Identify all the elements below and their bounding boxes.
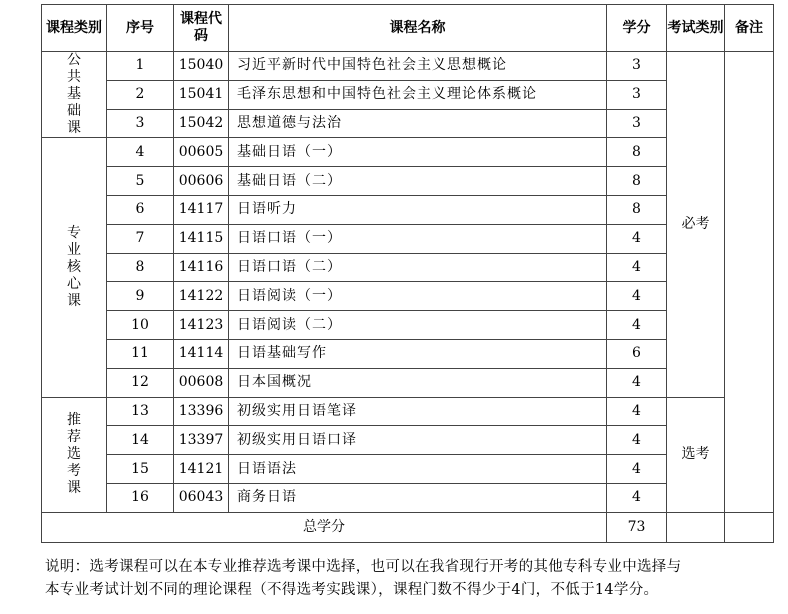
code-cell: 13396: [174, 397, 229, 426]
remark-cell: [725, 52, 774, 513]
seq-cell: 13: [107, 397, 174, 426]
code-cell: 14123: [174, 311, 229, 340]
header-credits: 学分: [607, 5, 667, 52]
course-name-cell: 日语阅读（二）: [229, 311, 607, 340]
seq-cell: 9: [107, 282, 174, 311]
table-row: [42, 109, 774, 138]
table-row: [42, 455, 774, 484]
credits-cell: 4: [607, 397, 667, 426]
credits-cell: 4: [607, 455, 667, 484]
code-cell: 15042: [174, 109, 229, 138]
seq-cell: 15: [107, 455, 174, 484]
credits-cell: 4: [607, 253, 667, 282]
header-name: 课程名称: [229, 5, 607, 52]
credits-cell: 4: [607, 282, 667, 311]
header-row: [42, 5, 774, 52]
table-row: [42, 397, 774, 426]
table-row: [42, 80, 774, 109]
header-exam-type: 考试类别: [667, 5, 725, 52]
code-cell: 14121: [174, 455, 229, 484]
code-cell: 00605: [174, 138, 229, 167]
credits-cell: 4: [607, 368, 667, 397]
course-name-cell: 日本国概况: [229, 368, 607, 397]
seq-cell: 16: [107, 483, 174, 512]
seq-cell: 4: [107, 138, 174, 167]
table-row: [42, 167, 774, 196]
note-line-2: 本专业考试计划不同的理论课程（不得选考实践课），课程门数不得少于4门，不低于14学分。: [45, 582, 659, 598]
header-remark: 备注: [725, 5, 774, 52]
table-row: [42, 426, 774, 455]
exam-type-elective: 选考: [667, 397, 725, 512]
credits-cell: 8: [607, 138, 667, 167]
course-name-cell: 日语听力: [229, 195, 607, 224]
course-name-cell: 毛泽东思想和中国特色社会主义理论体系概论: [229, 80, 607, 109]
note-text: [45, 556, 785, 602]
code-cell: 00608: [174, 368, 229, 397]
course-name-cell: 初级实用日语笔译: [229, 397, 607, 426]
code-cell: 14117: [174, 195, 229, 224]
category-cell: 推荐选考课: [42, 397, 107, 512]
table-row: [42, 339, 774, 368]
category-cell: 公共基础课: [42, 52, 107, 138]
code-cell: 13397: [174, 426, 229, 455]
credits-cell: 6: [607, 339, 667, 368]
credits-cell: 4: [607, 426, 667, 455]
course-name-cell: 日语阅读（一）: [229, 282, 607, 311]
exam-type-required: 必考: [667, 52, 725, 398]
table-row: [42, 311, 774, 340]
course-name-cell: 日语语法: [229, 455, 607, 484]
course-name-cell: 基础日语（二）: [229, 167, 607, 196]
seq-cell: 5: [107, 167, 174, 196]
course-name-cell: 日语口语（一）: [229, 224, 607, 253]
table-row: [42, 282, 774, 311]
credits-cell: 3: [607, 80, 667, 109]
credits-cell: 3: [607, 52, 667, 81]
credits-cell: 4: [607, 483, 667, 512]
course-plan-table: [41, 4, 774, 543]
table-row: [42, 138, 774, 167]
course-name-cell: 日语口语（二）: [229, 253, 607, 282]
total-remark-empty: [725, 512, 774, 542]
course-name-cell: 习近平新时代中国特色社会主义思想概论: [229, 52, 607, 81]
category-cell: 专业核心课: [42, 138, 107, 397]
code-cell: 15041: [174, 80, 229, 109]
table-row: [42, 195, 774, 224]
seq-cell: 12: [107, 368, 174, 397]
course-name-cell: 基础日语（一）: [229, 138, 607, 167]
table-row: [42, 368, 774, 397]
table-row: [42, 52, 774, 81]
seq-cell: 14: [107, 426, 174, 455]
seq-cell: 11: [107, 339, 174, 368]
header-seq: 序号: [107, 5, 174, 52]
total-exam-type-empty: [667, 512, 725, 542]
code-cell: 14114: [174, 339, 229, 368]
course-name-cell: 初级实用日语口译: [229, 426, 607, 455]
seq-cell: 2: [107, 80, 174, 109]
code-cell: 06043: [174, 483, 229, 512]
credits-cell: 4: [607, 224, 667, 253]
credits-cell: 4: [607, 311, 667, 340]
credits-cell: 8: [607, 167, 667, 196]
table-row: [42, 224, 774, 253]
header-code: 课程代码: [174, 5, 229, 52]
table-row: [42, 483, 774, 512]
note-line-1: 说明：选考课程可以在本专业推荐选考课中选择，也可以在我省现行开考的其他专科专业中选择与: [45, 559, 682, 575]
code-cell: 14122: [174, 282, 229, 311]
table-row: [42, 253, 774, 282]
seq-cell: 1: [107, 52, 174, 81]
code-cell: 15040: [174, 52, 229, 81]
code-cell: 14116: [174, 253, 229, 282]
code-cell: 00606: [174, 167, 229, 196]
code-cell: 14115: [174, 224, 229, 253]
seq-cell: 8: [107, 253, 174, 282]
total-label: 总学分: [42, 512, 607, 542]
seq-cell: 6: [107, 195, 174, 224]
header-category: 课程类别: [42, 5, 107, 52]
credits-cell: 3: [607, 109, 667, 138]
total-value: 73: [607, 512, 667, 542]
seq-cell: 10: [107, 311, 174, 340]
total-row: [42, 512, 774, 542]
credits-cell: 8: [607, 195, 667, 224]
course-name-cell: 商务日语: [229, 483, 607, 512]
seq-cell: 3: [107, 109, 174, 138]
course-name-cell: 思想道德与法治: [229, 109, 607, 138]
seq-cell: 7: [107, 224, 174, 253]
course-name-cell: 日语基础写作: [229, 339, 607, 368]
